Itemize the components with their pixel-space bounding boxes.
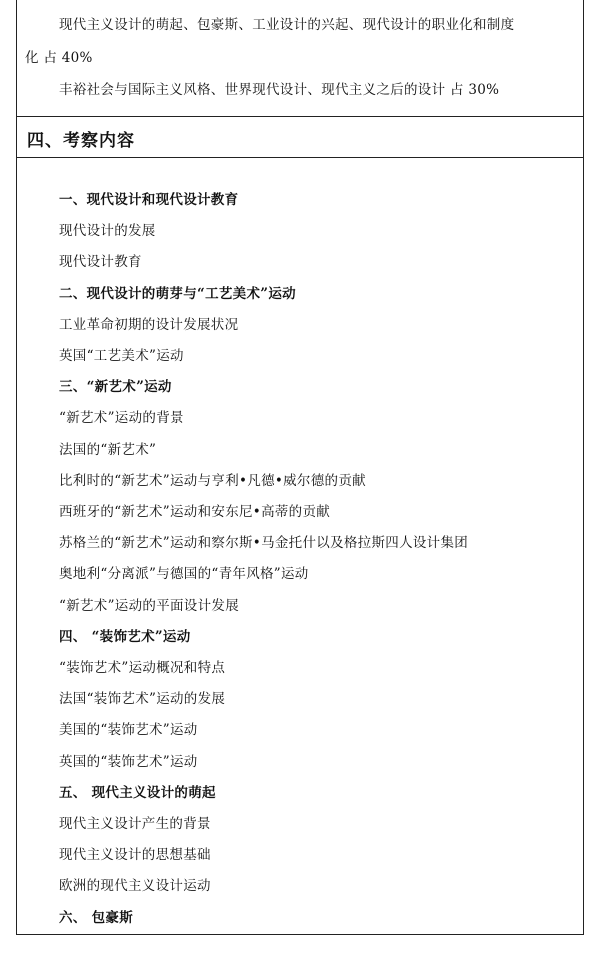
outline-item: 奥地利“分离派”与德国的“青年风格”运动 (59, 566, 309, 583)
outline-item: 比利时的“新艺术”运动与亨利•凡德•威尔德的贡献 (59, 472, 366, 489)
exam-weight-cell (17, 0, 583, 117)
outline-item: 英国的“装饰艺术”运动 (59, 753, 198, 770)
outline-chapter-heading: 一、现代设计和现代设计教育 (59, 192, 239, 208)
outline-chapter-heading: 二、现代设计的萌芽与“工艺美术”运动 (59, 285, 296, 302)
outline-item: 法国“装饰艺术”运动的发展 (59, 691, 226, 708)
outline-item: 工业革命初期的设计发展状况 (59, 316, 239, 333)
outline-item: 现代主义设计产生的背景 (59, 816, 211, 832)
outline-chapter-heading: 六、 包豪斯 (59, 909, 133, 926)
outline-item: “新艺术”运动的平面设计发展 (59, 597, 240, 614)
outline-chapter-heading: 四、 “装饰艺术”运动 (59, 628, 191, 645)
outline-item: “新艺术”运动的背景 (59, 410, 184, 427)
outline-chapter-heading: 三、“新艺术”运动 (59, 379, 172, 396)
outline-chapter-heading: 五、 现代主义设计的萌起 (59, 784, 216, 801)
section-heading: 四、考察内容 (27, 131, 135, 151)
outline-item: 苏格兰的“新艺术”运动和察尔斯•马金托什以及格拉斯四人设计集团 (59, 535, 469, 552)
document-table (16, 0, 584, 935)
outline-item: 西班牙的“新艺术”运动和安东尼•高蒂的贡献 (59, 504, 331, 520)
outline-item: 现代设计教育 (59, 254, 142, 271)
outline-item: 英国“工艺美术”运动 (59, 348, 184, 364)
outline-item: 美国的“装饰艺术”运动 (59, 722, 198, 739)
outline-item: “装饰艺术”运动概况和特点 (59, 660, 226, 676)
outline-item: 现代主义设计的思想基础 (59, 847, 211, 864)
weight-line-1: 现代主义设计的萌起、包豪斯、工业设计的兴起、现代设计的职业化和制度 (59, 17, 515, 33)
weight-line-3: 丰裕社会与国际主义风格、世界现代设计、现代主义之后的设计 占 30% (59, 82, 500, 98)
outline-item: 现代设计的发展 (59, 223, 156, 240)
weight-line-2: 化 占 40% (25, 50, 93, 66)
outline-item: 欧洲的现代主义设计运动 (59, 878, 211, 895)
outline-item: 法国的“新艺术” (59, 441, 157, 458)
